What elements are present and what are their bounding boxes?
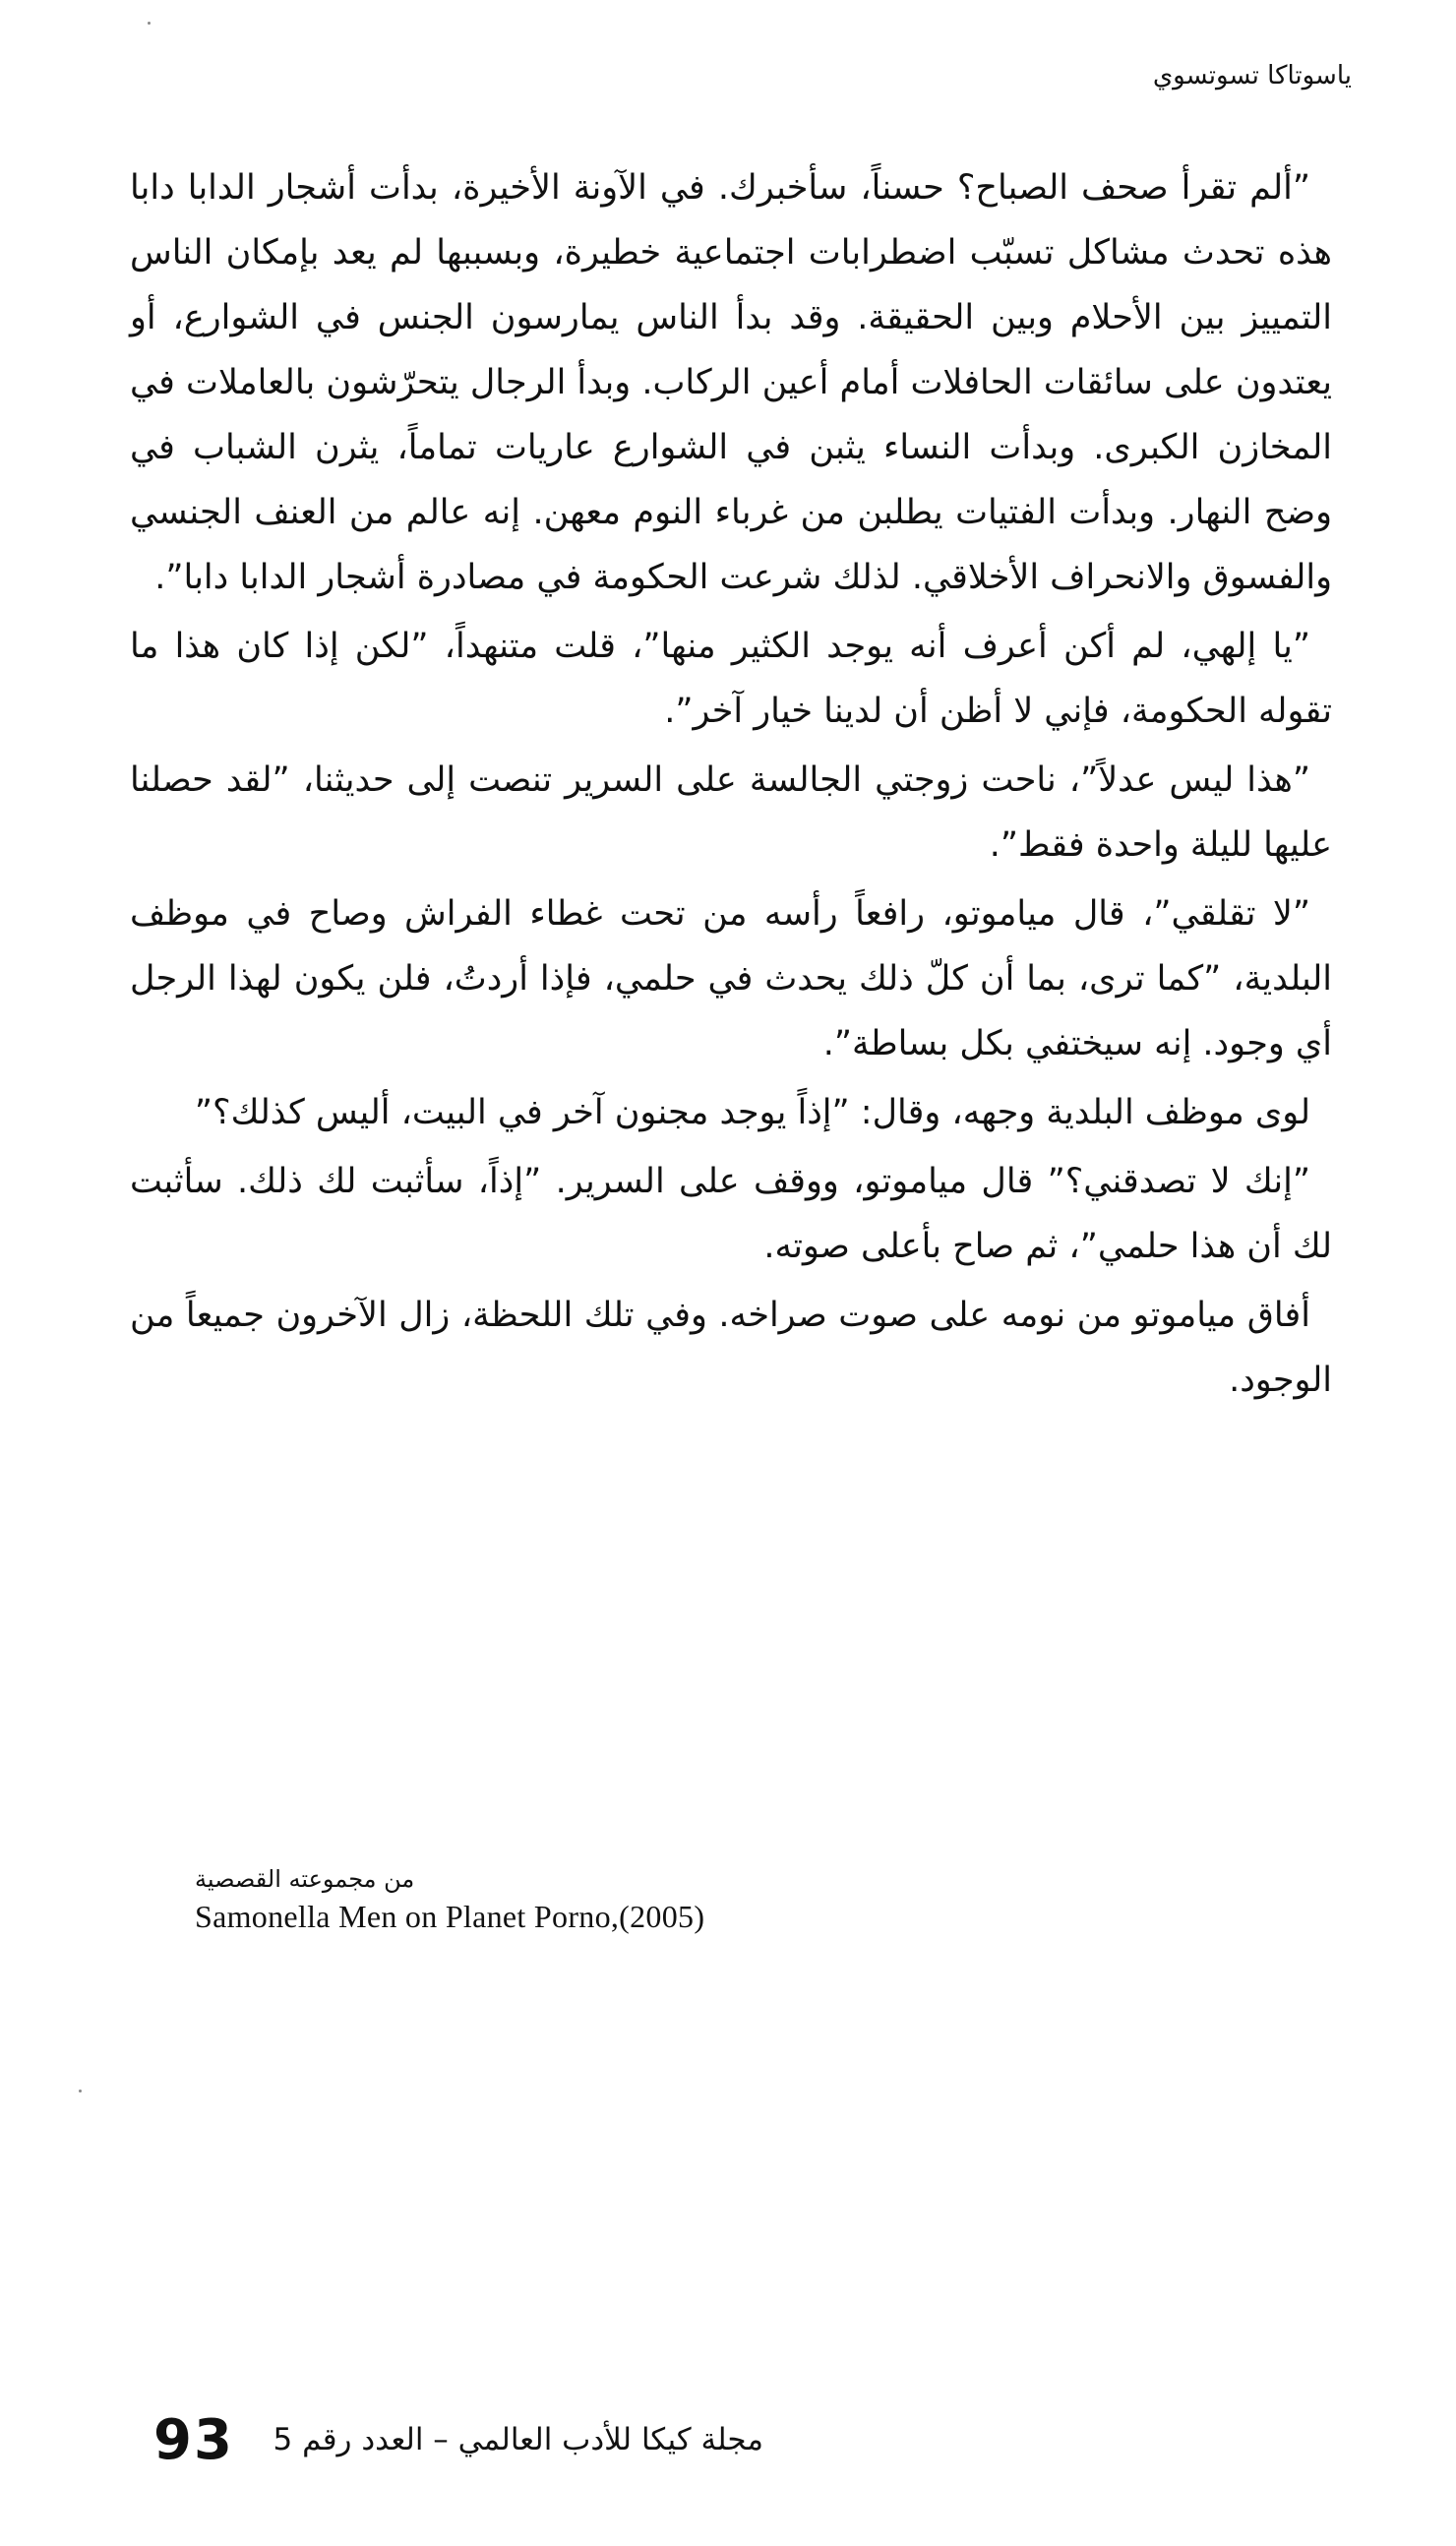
journal-title: مجلة كيكا للأدب العالمي – العدد رقم 5 bbox=[273, 2422, 763, 2457]
source-label: من مجموعته القصصية bbox=[195, 1865, 415, 1893]
source-title: Samonella Men on Planet Porno,(2005) bbox=[195, 1899, 705, 1934]
paragraph: لوى موظف البلدية وجهه، وقال: ”إذاً يوجد مجنون آخر في البيت، أليس كذلك؟” bbox=[194, 1093, 1310, 1132]
paragraph: ”إنك لا تصدقني؟” قال مياموتو، ووقف على السرير. ”إذاً، سأثبت لك ذلك. سأثبت لك أن هذا حلمي”، ثم صاح بأعلى صوته. bbox=[130, 1162, 1332, 1266]
paragraph: ”يا إلهي، لم أكن أعرف أنه يوجد الكثير منها”، قلت متنهداً، ”لكن إذا كان هذا ما تقوله الحكومة، فإني لا أظن أن لدينا خيار آخر”. bbox=[130, 627, 1332, 731]
paragraph: أفاق مياموتو من نومه على صوت صراخه. وفي تلك اللحظة، زال الآخرون جميعاً من الوجود. bbox=[130, 1296, 1332, 1400]
paragraph: ”ألم تقرأ صحف الصباح؟ حسناً، سأخبرك. في الآونة الأخيرة، بدأت أشجار الدابا دابا هذه تحدث مشاكل تسبّب اضطرابات اجتماعية خطيرة، وبسببها لم يعد بإمكان الناس التمييز بين الأحلام وبين الحقيقة. وقد بدأ الناس يمارسون الجنس في الشوارع، أو يعتدون على سائقات الحافلات أمام أعين الركاب. وبدأ الرجال يتحرّشون بالعاملات في المخازن الكبرى. وبدأت النساء يثبن في الشوارع عاريات تماماً، يثرن الشباب في وضح النهار. وبدأت الفتيات يطلبن من غرباء النوم معهن. إنه عالم من العنف الجنسي والفسوق والانحراف الأخلاقي. لذلك شرعت الحكومة في مصادرة أشجار الدابا دابا”. bbox=[130, 168, 1332, 597]
scan-speck bbox=[79, 2090, 82, 2092]
story-body bbox=[130, 155, 1332, 1417]
paragraph: ”هذا ليس عدلاً”، ناحت زوجتي الجالسة على السرير تنصت إلى حديثنا، ”لقد حصلنا عليها لليلة واحدة فقط”. bbox=[130, 760, 1332, 865]
running-head-author: ياسوتاكا تسوتسوي bbox=[1152, 61, 1352, 91]
scan-speck bbox=[148, 22, 151, 25]
source-note bbox=[195, 1865, 982, 1935]
page-number: 93 bbox=[153, 2408, 234, 2472]
page-footer bbox=[153, 2408, 763, 2477]
paragraph: ”لا تقلقي”، قال مياموتو، رافعاً رأسه من تحت غطاء الفراش وصاح في موظف البلدية، ”كما ترى، بما أن كلّ ذلك يحدث في حلمي، فإذا أردتُ، فلن يكون لهذا الرجل أي وجود. إنه سيختفي بكل بساطة”. bbox=[130, 894, 1332, 1063]
